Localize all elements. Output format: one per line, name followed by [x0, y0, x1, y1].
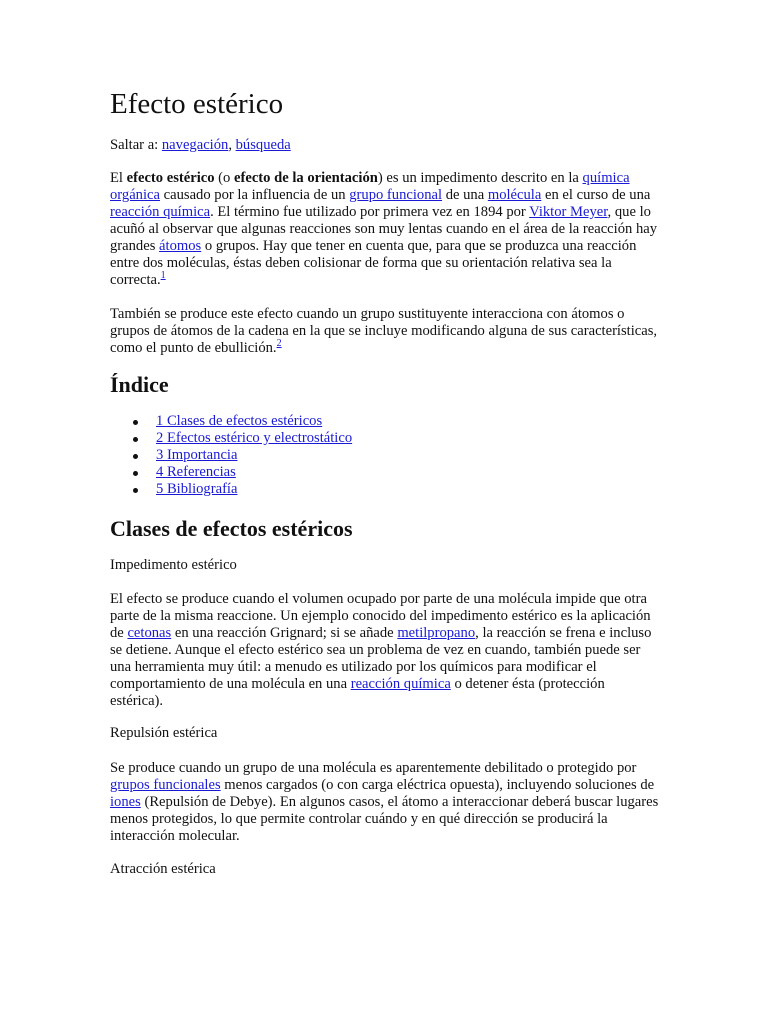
intro-text: . El término fue utilizado por primera vez en 1894 por: [210, 204, 530, 220]
bullet-icon: [133, 488, 138, 493]
intro-text: o grupos. Hay que tener en cuenta que, para que se produzca una reacción entre dos moléculas, éstas deben colisionar de forma que su orientación relativa sea la correcta.: [110, 238, 637, 288]
paragraph-text: , la reacción se frena e incluso se detiene. Aunque el efecto estérico sea un problema de vez en cuando, también puede ser una herramienta muy útil: a menudo es utilizado por los químicos para modificar el comportamiento de una molécula en una: [110, 625, 652, 692]
bullet-icon: [133, 420, 138, 425]
toc-link-importancia[interactable]: 3 Importancia: [156, 447, 238, 463]
paragraph-text: También se produce este efecto cuando un grupo sustituyente interacciona con átomos o grupos de átomos de la cadena en la que se incluye modificando alguna de sus características, como el punto de ebullición.: [110, 306, 658, 356]
intro-text: El: [110, 170, 127, 186]
toc-link-clases[interactable]: 1 Clases de efectos estéricos: [156, 413, 323, 429]
subheading-repulsion: Repulsión estérica: [110, 725, 218, 741]
intro-text: (o: [214, 170, 234, 186]
link-grupo-funcional[interactable]: grupo funcional: [349, 187, 443, 203]
intro-text: de una: [442, 187, 488, 203]
jump-prefix: Saltar a:: [110, 137, 162, 153]
paragraph-text: menos cargados (o con carga eléctrica opuesta), incluyendo soluciones de: [220, 777, 655, 793]
toc-item: [110, 413, 352, 430]
intro-text: ) es un impedimento descrito en la: [377, 170, 583, 186]
link-viktor-meyer[interactable]: Viktor Meyer: [529, 204, 608, 220]
reference-link-2[interactable]: 2: [276, 338, 282, 350]
paragraph-text: El efecto se produce cuando el volumen ocupado por parte de una molécula impide que otra parte de la misma reaccione. Un ejemplo conocido del impedimento estérico es la aplicación de: [110, 591, 651, 641]
intro-text: causado por la influencia de un: [159, 187, 350, 203]
link-metilpropano[interactable]: metilpropano: [397, 625, 476, 641]
toc-item: [110, 464, 352, 481]
link-grupos-funcionales[interactable]: grupos funcionales: [110, 777, 221, 793]
search-link[interactable]: búsqueda: [235, 137, 291, 153]
toc-link-referencias[interactable]: 4 Referencias: [156, 464, 236, 480]
link-iones[interactable]: iones: [110, 794, 141, 810]
paragraph-repulsion: [110, 760, 660, 845]
section-heading-clases: Clases de efectos estéricos: [110, 516, 353, 541]
bullet-icon: [133, 471, 138, 476]
paragraph-text: en una reacción Grignard; si se añade: [171, 625, 398, 641]
table-of-contents: [110, 413, 352, 498]
paragraph-impedimento: [110, 591, 660, 710]
page-title: Efecto estérico: [110, 88, 284, 120]
term-bold: efecto estérico: [126, 170, 215, 186]
link-reaccion-quimica-2[interactable]: reacción química: [350, 676, 451, 692]
intro-paragraph: [110, 170, 660, 289]
bullet-icon: [133, 454, 138, 459]
bullet-icon: [133, 437, 138, 442]
toc-heading: Índice: [110, 372, 169, 397]
toc-item: [110, 447, 352, 464]
link-atomos[interactable]: átomos: [159, 238, 202, 254]
paragraph-text: (Repulsión de Debye). En algunos casos, el átomo a interaccionar deberá buscar lugares menos protegidos, lo que permite controlar cuándo y en qué dirección se producirá la interacción molecular.: [110, 794, 659, 844]
paragraph-text: Se produce cuando un grupo de una molécula es aparentemente debilitado o protegido por: [110, 760, 637, 776]
link-molecula[interactable]: molécula: [487, 187, 542, 203]
toc-item: [110, 430, 352, 447]
term-bold: efecto de la orientación: [234, 170, 378, 186]
link-reaccion-quimica[interactable]: reacción química: [110, 204, 211, 220]
jump-links: [110, 137, 660, 154]
toc-link-bibliografia[interactable]: 5 Bibliografía: [156, 481, 238, 497]
navigation-link[interactable]: navegación: [161, 137, 229, 153]
link-cetonas[interactable]: cetonas: [127, 625, 172, 641]
link-quimica-organica[interactable]: química orgánica: [110, 170, 630, 203]
intro-text: , que lo acuñó al observar que algunas reacciones son muy lentas cuando en el área de la reacción hay grandes: [110, 204, 658, 254]
paragraph-text: o detener ésta (protección estérica).: [110, 676, 605, 709]
subheading-impedimento: Impedimento estérico: [110, 557, 237, 573]
reference-link-1[interactable]: 1: [160, 270, 166, 282]
paragraph-2: [110, 306, 660, 357]
toc-link-efectos[interactable]: 2 Efectos estérico y electrostático: [156, 430, 353, 446]
toc-item: [110, 481, 352, 498]
jump-separator: ,: [228, 137, 236, 153]
subheading-atraccion: Atracción estérica: [110, 861, 216, 877]
intro-text: en el curso de una: [541, 187, 651, 203]
